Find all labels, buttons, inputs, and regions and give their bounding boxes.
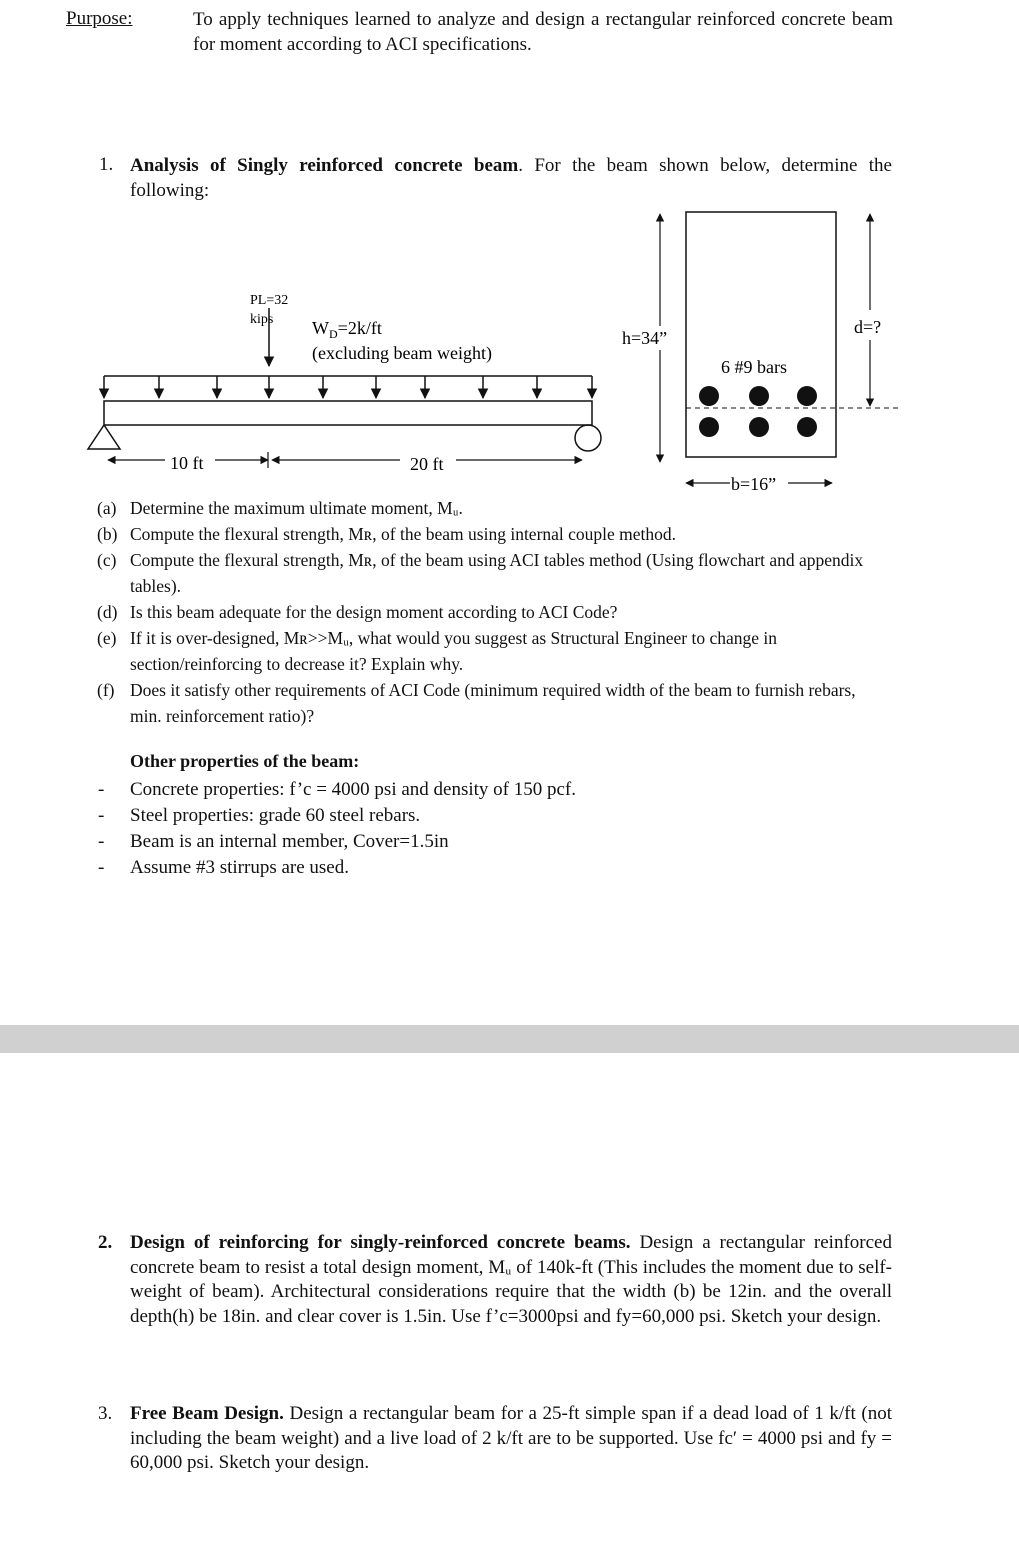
purpose-label: Purpose:	[66, 8, 133, 29]
purpose-text: To apply techniques learned to analyze and design a rectangular reinforced concrete beam for moment according to ACI specifications.	[193, 9, 893, 55]
roller-support	[575, 425, 601, 451]
q1-title: Analysis of Singly reinforced concrete beam	[130, 155, 519, 176]
beam	[104, 401, 592, 425]
q3-statement	[130, 1402, 892, 1476]
property-item: - Beam is an internal member, Cover=1.5in	[98, 831, 449, 852]
q1-item-d: (d) Is this beam adequate for the design moment according to ACI Code?	[97, 602, 618, 622]
q2-statement	[130, 1231, 892, 1329]
bars-label: 6 #9 bars	[721, 357, 787, 377]
point-load-label-line2: kips	[250, 312, 274, 327]
height-label: h=34”	[622, 328, 668, 348]
depth-label: d=?	[854, 317, 882, 337]
q1-number: 1.	[99, 154, 114, 175]
property-item: - Concrete properties: f’c = 4000 psi and density of 150 pcf.	[98, 779, 577, 800]
q1-rest: . For the beam shown below, determine the following:	[130, 155, 892, 201]
q3-number: 3.	[98, 1403, 113, 1424]
beam-diagram	[0, 200, 1019, 500]
q1-item-c: (c) Compute the flexural strength, Mʀ, of the beam using ACI tables method (Using flowchart and appendix tables).	[97, 550, 864, 596]
q3-title: Free Beam Design.	[130, 1403, 284, 1424]
q1-item-e: (e) If it is over-designed, Mʀ>>Mᵤ, what would you suggest as Structural Engineer to change in section/reinforcing to decrease it? Explain why.	[97, 628, 778, 674]
width-label: b=16”	[731, 474, 777, 494]
q1-item-b: (b) Compute the flexural strength, Mʀ, of the beam using internal couple method.	[97, 524, 677, 544]
q2-number: 2.	[98, 1232, 113, 1253]
page-separator	[0, 1025, 1019, 1053]
property-item: - Assume #3 stirrups are used.	[98, 857, 349, 878]
other-properties-heading: Other properties of the beam:	[130, 751, 360, 771]
q1-statement	[130, 154, 892, 203]
rebars	[699, 386, 817, 437]
q2-rest: Design a rectangular reinforced concrete beam to resist a total design moment, Mᵤ of 140k-ft (This includes the moment due to self-weight of beam). Architectural considerations require that the width (b) be 12in. and the overall depth(h) be 18in. and clear cover is 1.5in. Use f’c=3000psi and fy=60,000 psi. Sketch your design.	[130, 1232, 892, 1327]
q1-item-a: (a) Determine the maximum ultimate moment, Mᵤ.	[97, 498, 463, 518]
dist-load-label: $W_D=2k/ft$	[312, 318, 382, 341]
property-item: - Steel properties: grade 60 steel rebars.	[98, 805, 421, 826]
q2-title: Design of reinforcing for singly-reinforced concrete beams.	[130, 1232, 631, 1253]
q3-rest: Design a rectangular beam for a 25-ft simple span if a dead load of 1 k/ft (not including the beam weight) and a live load of 2 k/ft are to be supported. Use fc′ = 4000 psi and fy = 60,000 psi. Sketch your design.	[130, 1403, 893, 1473]
point-load-label-line1: PL=32	[250, 293, 289, 308]
q1-items	[97, 495, 890, 729]
distributed-load-arrows	[104, 376, 592, 398]
pin-support	[88, 425, 120, 449]
dist-load-note: (excluding beam weight)	[312, 343, 492, 363]
span-left-label: 10 ft	[170, 453, 204, 473]
properties-list	[98, 777, 576, 881]
span-right-label: 20 ft	[410, 454, 444, 474]
q1-item-f: (f) Does it satisfy other requirements of ACI Code (minimum required width of the beam to furnish rebars, min. reinforcement ratio)?	[97, 680, 856, 726]
